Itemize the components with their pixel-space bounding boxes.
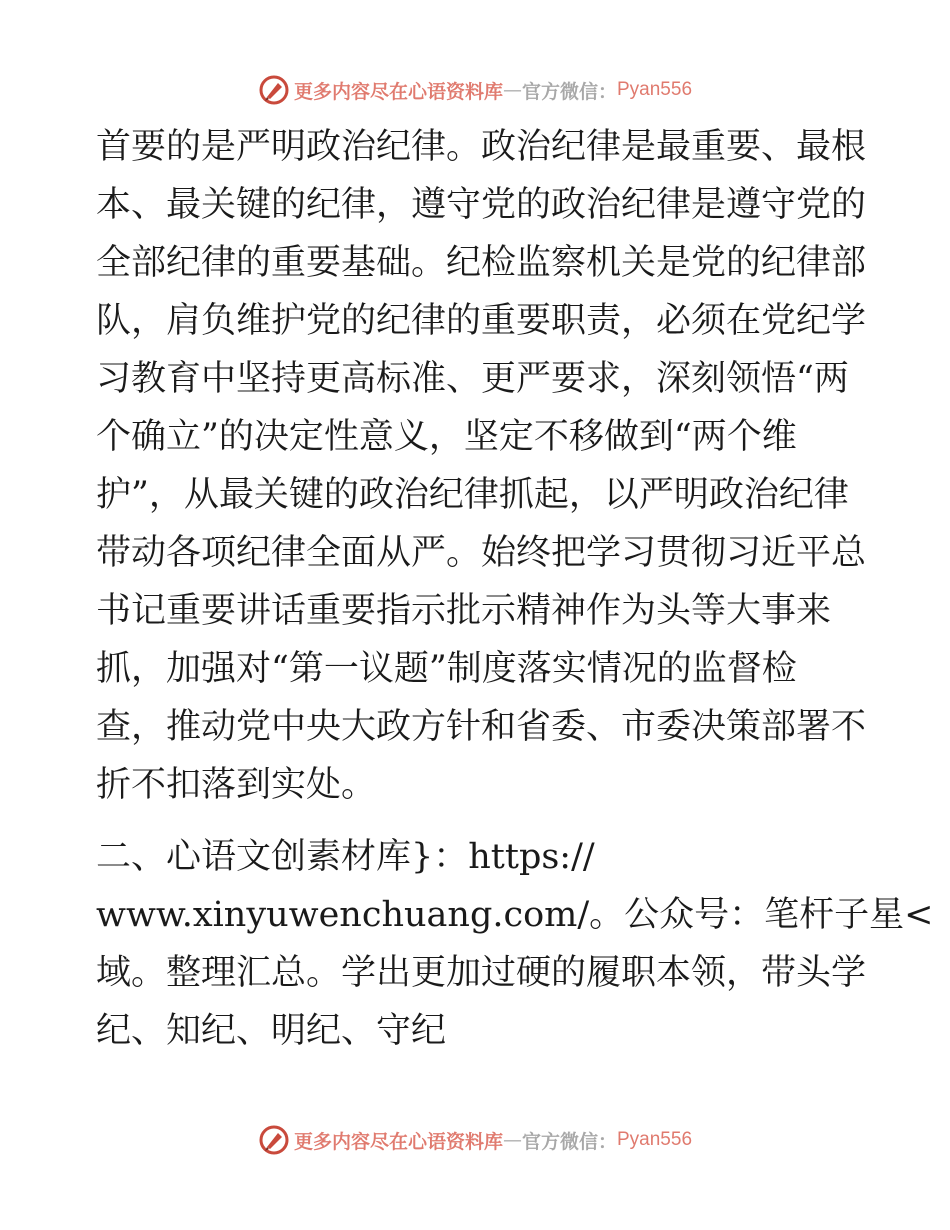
footer-wechat-label: 官方微信： [521,1130,617,1153]
pen-nib-logo-icon [258,1124,290,1156]
footer-banner [0,1120,950,1160]
paragraph-1 [96,118,867,814]
text-line: 队，肩负维护党的纪律的重要职责，必须在党纪学 [96,301,867,341]
text-line: 抓，加强对“第一议题”制度落实情况的监督检 [96,649,797,689]
text-line: 书记重要讲话重要指示批示精神作为头等大事来 [96,591,832,631]
document-body [96,118,934,1060]
text-line: 全部纪律的重要基础。纪检监察机关是党的纪律部 [96,243,867,283]
text-line: 护”，从最关键的政治纪律抓起，以严明政治纪律 [96,475,849,515]
text-line: 纪、知纪、明纪、守纪 [96,1011,447,1051]
header-banner [0,70,950,110]
header-brand-text: 更多内容尽在心语资料库 [293,80,503,103]
text-line: 带动各项纪律全面从严。始终把学习贯彻习近平总 [96,533,867,573]
text-line: 首要的是严明政治纪律。政治纪律是最重要、最根 [96,127,867,167]
paragraph-gap [96,814,856,828]
text-line: 二、心语文创素材库}：https:// [96,837,595,877]
text-line: www.xinyuwenchuang.com/。公众号：笔杆子星< [96,895,934,935]
text-line: 域。整理汇总。学出更加过硬的履职本领，带头学 [96,953,867,993]
footer-wechat-id: Pyan556 [617,1129,693,1150]
footer-brand-text: 更多内容尽在心语资料库 [293,1130,503,1153]
header-wechat-id: Pyan556 [617,79,693,100]
footer-dash: — [502,1129,522,1151]
paragraph-2 [96,828,934,1060]
pen-nib-logo-icon [258,74,290,106]
header-dash: — [502,79,522,101]
text-line: 习教育中坚持更高标准、更严要求，深刻领悟“两 [96,359,849,399]
text-line: 查，推动党中央大政方针和省委、市委决策部署不 [96,707,867,747]
text-line: 个确立”的决定性意义，坚定不移做到“两个维 [96,417,797,457]
header-wechat-label: 官方微信： [521,80,617,103]
text-line: 本、最关键的纪律，遵守党的政治纪律是遵守党的 [96,185,867,225]
text-line: 折不扣落到实处。 [96,765,377,805]
